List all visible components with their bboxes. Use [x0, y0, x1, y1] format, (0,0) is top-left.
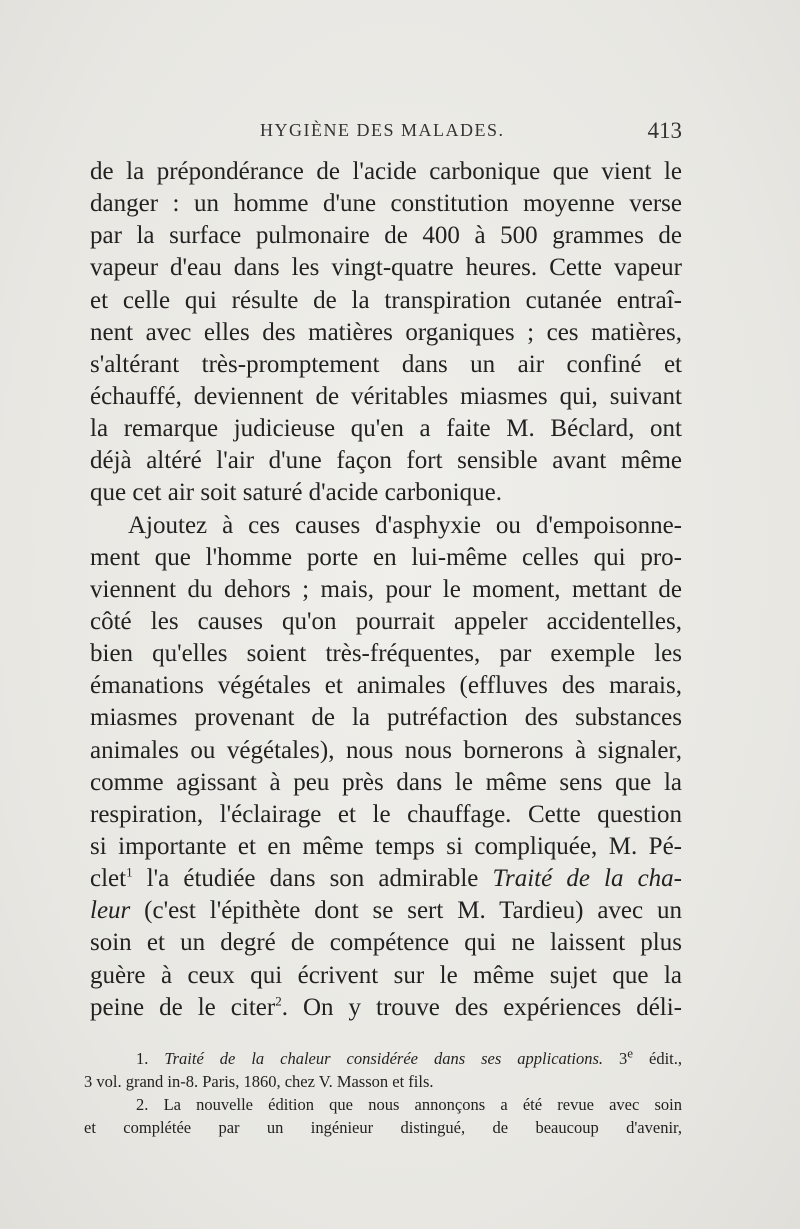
- footnote-number: 1.: [136, 1049, 165, 1068]
- text-line: si importante et en même temps si compliquée, M. Pé-: [90, 832, 682, 860]
- text-line: nent avec elles des matières organiques ; ces matières,: [90, 318, 682, 346]
- text-line: s'altérant très-promptement dans un air confiné et: [90, 350, 682, 378]
- running-head: HYGIÈNE DES MALADES.: [260, 120, 505, 140]
- footnote-ref-2: 2: [275, 993, 282, 1009]
- book-title-italic: leur: [90, 897, 131, 925]
- text-line: vapeur d'eau dans les vingt-quatre heures. Cette vapeur: [90, 254, 682, 282]
- text-line: émanations végétales et animales (effluves des marais,: [90, 672, 682, 700]
- text-line: soin et un degré de compétence qui ne laissent plus: [90, 929, 682, 957]
- text-line: déjà altéré l'air d'une façon fort sensible avant même: [90, 447, 682, 475]
- footnote-1-line-1: [110, 1047, 682, 1070]
- text-line: respiration, l'éclairage et le chauffage. Cette question: [90, 800, 682, 828]
- footnote-ref-1: 1: [126, 864, 133, 880]
- line-segment: clet: [90, 865, 127, 893]
- text-line: échauffé, deviennent de véritables miasmes qui, suivant: [90, 382, 682, 410]
- text-line-with-footnote-ref: [90, 992, 682, 1024]
- book-title-italic: Traité de la cha-: [492, 865, 682, 893]
- text-line: ment que l'homme porte en lui-même celles qui pro-: [90, 543, 682, 571]
- text-line: guère à ceux qui écrivent sur le même sujet que la: [90, 961, 682, 989]
- body-text: [90, 156, 682, 1024]
- text-line-with-footnote-ref: [90, 863, 682, 895]
- text-line: viennent du dehors ; mais, pour le moment, mettant de: [90, 575, 682, 603]
- line-segment: (c'est l'épithète dont se sert M. Tardieu) avec un: [130, 897, 682, 925]
- text-line: danger : un homme d'une constitution moyenne verse: [90, 190, 682, 218]
- text-line: comme agissant à peu près dans le même sens que la: [90, 768, 682, 796]
- footnote-book-title: Traité de la chaleur considérée dans ses applications.: [164, 1049, 603, 1068]
- text-line: par la surface pulmonaire de 400 à 500 grammes de: [90, 222, 682, 250]
- text-line: [90, 895, 682, 927]
- text-line-paragraph-end: que cet air soit saturé d'acide carbonique.: [90, 479, 502, 507]
- footnote-edition-sup: e: [627, 1047, 634, 1061]
- text-line: miasmes provenant de la putréfaction des substances: [90, 704, 682, 732]
- footnote-1-line-2: 3 vol. grand in-8. Paris, 1860, chez V. Masson et fils.: [84, 1072, 434, 1091]
- page-number: 413: [647, 118, 682, 143]
- text-line: bien qu'elles soient très-fréquentes, par exemple les: [90, 640, 682, 668]
- footnote-2-line-2: et complétée par un ingénieur distingué, de beaucoup d'avenir,: [84, 1118, 682, 1137]
- text-line: et celle qui résulte de la transpiration cutanée entraî-: [90, 286, 682, 314]
- text-line: de la prépondérance de l'acide carbonique que vient le: [90, 158, 682, 185]
- line-segment: . On y trouve des expériences déli-: [281, 993, 682, 1021]
- line-segment: l'a étudiée dans son admirable: [132, 865, 493, 893]
- footnotes: [84, 1047, 682, 1139]
- text-line: animales ou végétales), nous nous bornerons à signaler,: [90, 736, 682, 764]
- text-line: la remarque judicieuse qu'en a faite M. Béclard, ont: [90, 415, 682, 443]
- line-segment: peine de le citer: [90, 993, 276, 1021]
- footnote-2-line-1: 2. La nouvelle édition que nous annonçons a été revue avec soin: [136, 1095, 682, 1114]
- footnote-edition-after: édit.,: [633, 1049, 682, 1068]
- page-header: [90, 118, 682, 150]
- text-line-paragraph-start: Ajoutez à ces causes d'asphyxie ou d'empoisonne-: [128, 511, 682, 539]
- text-line: côté les causes qu'on pourrait appeler accidentelles,: [90, 607, 682, 635]
- footnote-edition: 3: [603, 1049, 628, 1068]
